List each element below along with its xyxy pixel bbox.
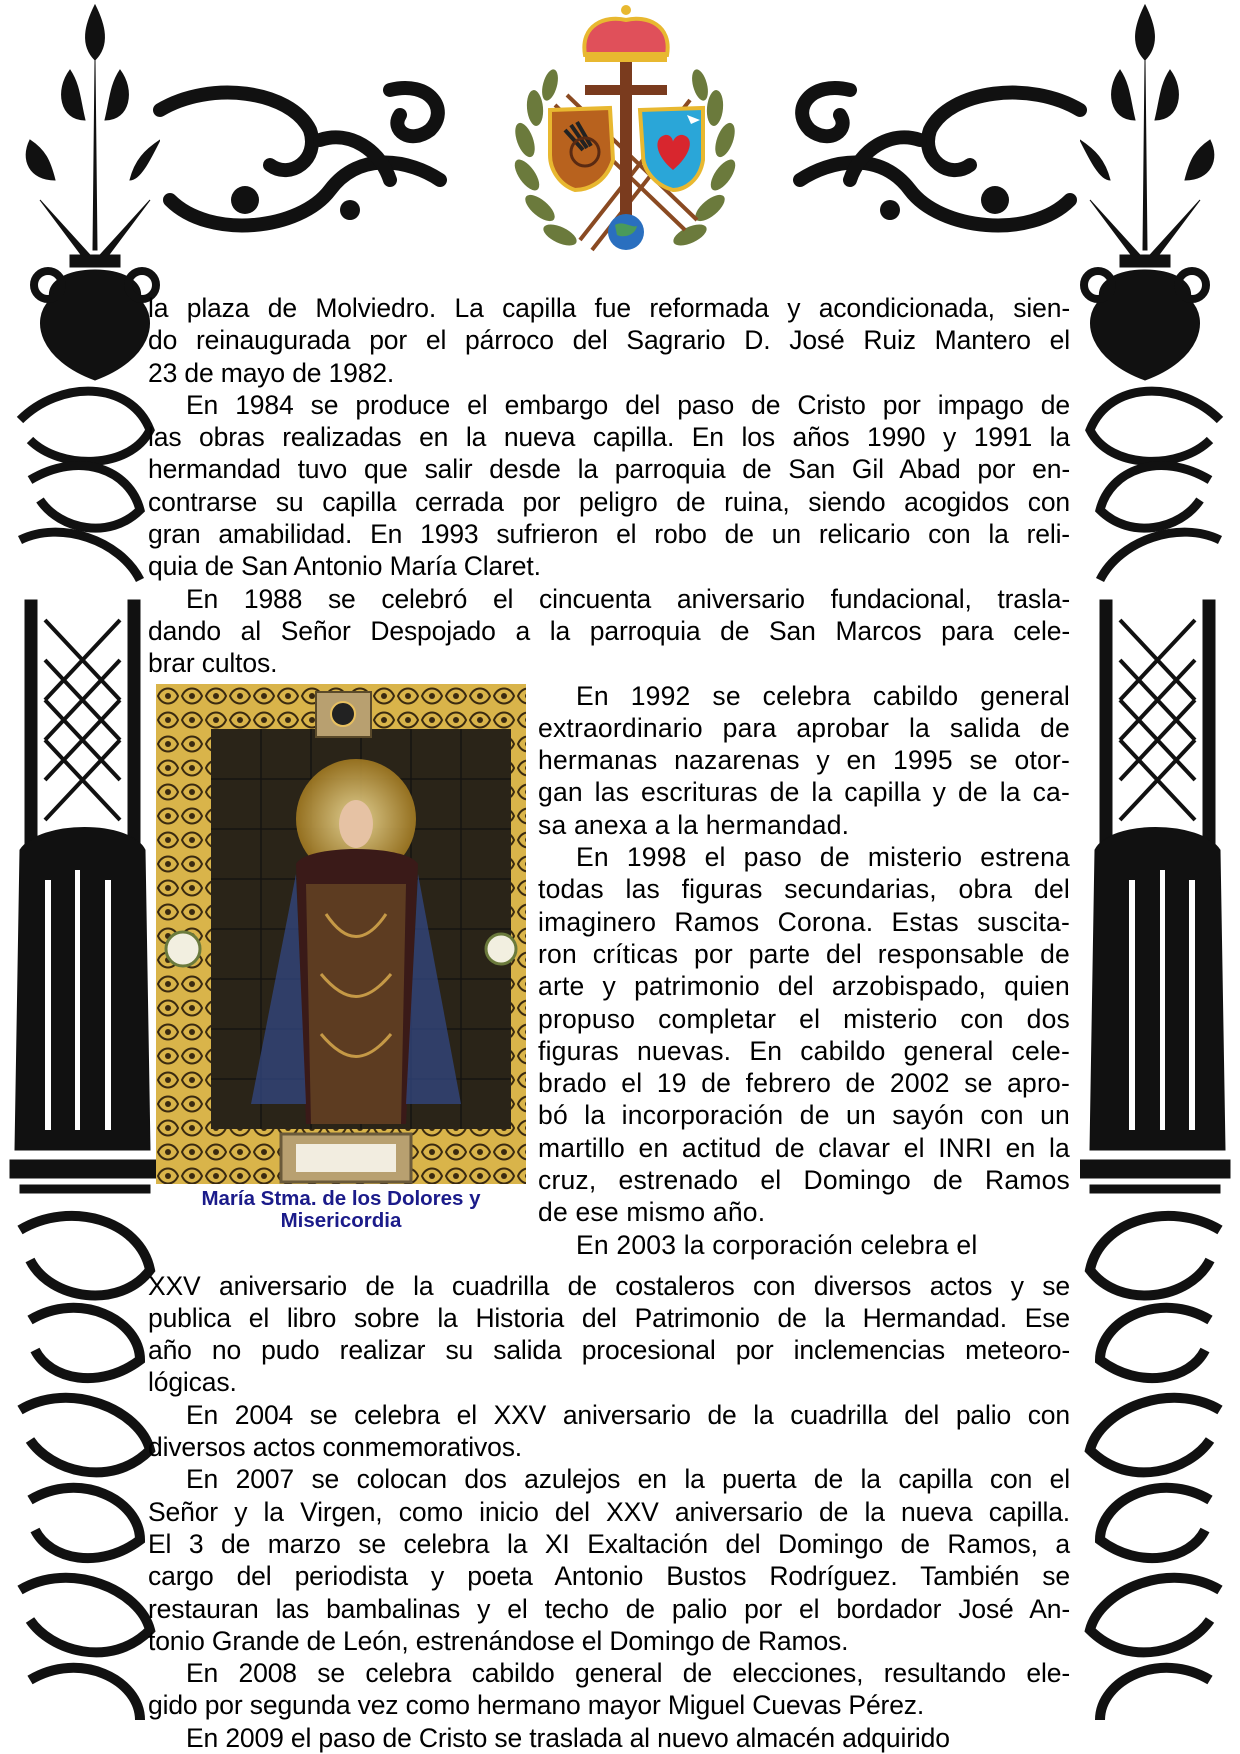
text-line: martillo en actitud de clavar el INRI en la — [538, 1132, 1070, 1163]
text-line: figuras nuevas. En cabildo general cele- — [538, 1035, 1070, 1066]
paragraph-p-1992 — [538, 680, 1070, 841]
text-line: dando al Señor Despojado a la parroquia de San Marcos para cele- — [148, 615, 1070, 646]
text-line: En 2007 se colocan dos azulejos en la puerta de la capilla con el — [186, 1464, 1070, 1495]
text-line: En 2003 la corporación celebra el — [576, 1229, 978, 1260]
text-line: hermandad tuvo que salir desde la parroquia de San Gil Abad por en- — [148, 454, 1070, 485]
top-right-scroll-ornament — [790, 70, 1090, 240]
text-line: quia de San Antonio María Claret. — [148, 551, 541, 582]
right-column-text — [538, 680, 1070, 1261]
paragraphs-bottom — [148, 1270, 1070, 1754]
text-line: En 1988 se celebró el cincuenta aniversario fundacional, trasla- — [186, 583, 1070, 614]
text-line: restauran las bambalinas y el techo de palio por el bordador José An- — [148, 1593, 1070, 1624]
paragraph-p-2003-start — [538, 1229, 1070, 1261]
photo-maria-dolores-tile — [156, 684, 526, 1184]
text-line: todas las figuras secundarias, obra del — [538, 874, 1070, 905]
text-line: sa anexa a la hermandad. — [538, 809, 850, 840]
paragraph-p-2007 — [148, 1463, 1070, 1657]
text-line: tonio Grande de León, estrenándose el Domingo de Ramos. — [148, 1625, 849, 1656]
text-line: cruz, estrenado el Domingo de Ramos — [538, 1165, 1070, 1196]
text-line: hermanas nazarenas y en 1995 se otor- — [538, 745, 1070, 776]
right-border-ornament — [1080, 0, 1240, 1754]
text-line: Señor y la Virgen, como inicio del XXV aniversario de la nueva capilla. — [148, 1496, 1070, 1527]
text-line: año no pudo realizar su salida procesional por inclemencias meteoro- — [148, 1335, 1070, 1366]
text-line: En 1998 el paso de misterio estrena — [576, 842, 1070, 873]
figure-caption — [156, 1188, 526, 1232]
caption-line-1: María Stma. de los Dolores y — [201, 1186, 481, 1210]
left-border-ornament — [0, 0, 160, 1754]
text-line: XXV aniversario de la cuadrilla de costaleros con diversos actos y se — [148, 1270, 1070, 1301]
text-line: imaginero Ramos Corona. Estas suscita- — [538, 906, 1070, 937]
paragraph-p-2009 — [148, 1722, 1070, 1754]
text-line: arte y patrimonio del arzobispado, quien — [538, 971, 1070, 1002]
text-line: lógicas. — [148, 1367, 237, 1398]
text-line: gido por segunda vez como hermano mayor Miguel Cuevas Pérez. — [148, 1690, 925, 1721]
text-line: 23 de mayo de 1982. — [148, 357, 395, 388]
text-line: En 1984 se produce el embargo del paso de Cristo por impago de — [186, 389, 1070, 420]
paragraph-p-1998 — [538, 841, 1070, 1229]
text-line: propuso completar el misterio con dos — [538, 1003, 1070, 1034]
brotherhood-crest-icon — [505, 0, 745, 285]
text-line: extraordinario para aprobar la salida de — [538, 712, 1070, 743]
text-line: las obras realizadas en la nueva capilla. En los años 1990 y 1991 la — [148, 422, 1070, 453]
paragraph-p-2008 — [148, 1657, 1070, 1722]
paragraph-p-2003-cont — [148, 1270, 1070, 1399]
text-line: cargo del periodista y poeta Antonio Bustos Rodríguez. También se — [148, 1561, 1070, 1592]
paragraphs-top — [148, 292, 1070, 680]
text-line: de ese mismo año. — [538, 1197, 766, 1228]
text-line: gan las escrituras de la capilla y de la ca- — [538, 777, 1070, 808]
text-line: En 1992 se celebra cabildo general — [576, 680, 1070, 711]
top-left-scroll-ornament — [150, 70, 450, 240]
text-line: En 2004 se celebra el XXV aniversario de la cuadrilla del palio con — [186, 1399, 1070, 1430]
paragraph-p-molviedro — [148, 292, 1070, 389]
paragraph-p-1984 — [148, 389, 1070, 583]
text-line: diversos actos conmemorativos. — [148, 1432, 523, 1463]
text-line: El 3 de marzo se celebra la XI Exaltación del Domingo de Ramos, a — [148, 1528, 1070, 1559]
caption-line-2: Misericordia — [280, 1208, 402, 1232]
paragraph-p-1988 — [148, 583, 1070, 680]
text-line: do reinaugurada por el párroco del Sagrario D. José Ruiz Mantero el — [148, 325, 1070, 356]
figure-virgin-tile — [156, 684, 526, 1232]
paragraph-p-2004 — [148, 1399, 1070, 1464]
crown-icon — [584, 5, 667, 62]
text-line: publica el libro sobre la Historia del Patrimonio de la Hermandad. Ese — [148, 1302, 1070, 1333]
text-line: En 2008 se celebra cabildo general de elecciones, resultando ele- — [186, 1658, 1070, 1689]
article-body — [148, 292, 1070, 1754]
text-line: la plaza de Molviedro. La capilla fue reformada y acondicionada, sien- — [148, 293, 1070, 323]
text-line: En 2009 el paso de Cristo se traslada al nuevo almacén adquirido — [186, 1722, 950, 1753]
figure-and-column — [148, 680, 1070, 1270]
text-line: contrarse su capilla cerrada por peligro de ruina, siendo acogidos con — [148, 486, 1070, 517]
text-line: brado el 19 de febrero de 2002 se apro- — [538, 1068, 1070, 1099]
text-line: gran amabilidad. En 1993 sufrieron el robo de un relicario con la reli- — [148, 519, 1070, 550]
text-line: ron críticas por parte del responsable de — [538, 938, 1070, 969]
text-line: bó la incorporación de un sayón con un — [538, 1100, 1070, 1131]
text-line: brar cultos. — [148, 648, 278, 679]
